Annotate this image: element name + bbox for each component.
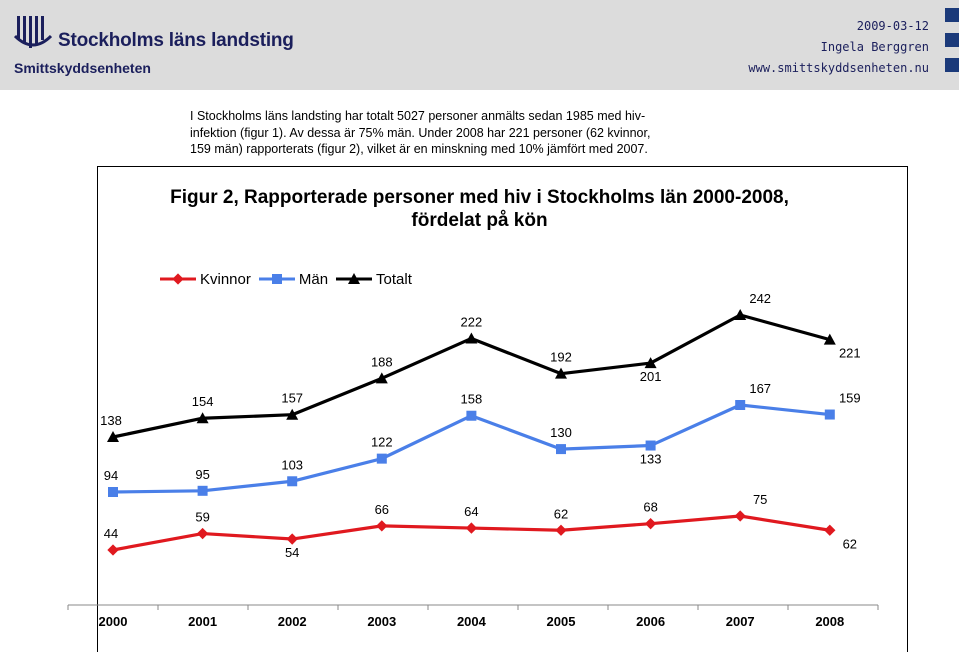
data-label: 44 [103, 526, 119, 541]
data-label: 157 [281, 390, 304, 406]
data-label: 62 [842, 536, 858, 552]
x-tick-label: 2008 [815, 614, 845, 629]
data-point-marker [825, 410, 835, 420]
data-point-marker [646, 441, 656, 451]
legend-label-man: Män [298, 270, 329, 288]
data-label: 64 [464, 504, 479, 520]
data-point-marker [465, 332, 477, 343]
data-label: 130 [550, 425, 572, 441]
data-point-marker [197, 528, 208, 539]
intro-line: infektion (figur 1). Av dessa är 75% män. Under 2008 har 221 personer (62 kvinnor, [190, 125, 651, 140]
x-tick-label: 2002 [277, 614, 307, 629]
chart-title-line: fördelat på kön [411, 210, 548, 231]
data-label: 66 [374, 501, 390, 517]
data-label: 222 [460, 314, 483, 330]
data-point-marker [376, 520, 387, 531]
data-label: 221 [838, 345, 861, 361]
legend-label-totalt: Totalt [376, 270, 412, 288]
data-point-marker [466, 522, 477, 533]
data-label: 154 [191, 394, 214, 410]
x-tick-label: 2001 [188, 614, 218, 629]
x-tick-label: 2003 [367, 614, 397, 629]
data-point-marker [556, 444, 566, 454]
x-tick-label: 2007 [725, 614, 755, 629]
data-point-marker [735, 510, 746, 521]
data-label: 59 [195, 509, 210, 525]
data-point-marker [287, 533, 298, 544]
intro-line: 159 män) rapporterats (figur 2), vilket är en minskning med 10% jämfört med 2007. [190, 142, 648, 156]
data-point-marker [824, 525, 835, 536]
data-label: 75 [752, 492, 768, 507]
data-label: 95 [195, 466, 210, 482]
x-tick-label: 2005 [546, 614, 576, 629]
data-label: 242 [749, 291, 772, 306]
data-point-marker [198, 486, 208, 496]
data-label: 54 [284, 545, 300, 561]
data-label: 68 [643, 499, 658, 515]
data-label: 167 [749, 381, 772, 396]
data-label: 192 [550, 349, 572, 365]
unit-name: Smittskyddsenheten [14, 60, 151, 76]
x-tick-label: 2000 [98, 614, 128, 629]
author-name: Ingela Berggren [820, 40, 929, 54]
data-point-marker [735, 400, 745, 410]
x-tick-label: 2006 [636, 614, 666, 629]
report-date: 2009-03-12 [856, 19, 929, 33]
data-point-marker [466, 411, 476, 421]
data-label: 122 [370, 434, 393, 450]
chart-title-line: Figur 2, Rapporterade personer med hiv i Stockholms län 2000-2008, [170, 187, 789, 208]
x-tick-label: 2004 [456, 614, 486, 629]
data-label: 62 [553, 506, 569, 522]
data-label: 138 [100, 413, 122, 428]
data-point-marker [108, 487, 118, 497]
data-point-marker [377, 454, 387, 464]
data-label: 158 [460, 391, 483, 407]
data-point-marker [645, 518, 656, 529]
legend-label-kvinnor: Kvinnor [200, 270, 251, 288]
data-point-marker [555, 525, 566, 536]
data-label: 133 [639, 451, 662, 467]
data-label: 103 [281, 457, 304, 473]
data-label: 94 [103, 468, 119, 483]
data-point-marker [287, 476, 297, 486]
intro-line: I Stockholms läns landsting har totalt 5027 personer anmälts sedan 1985 med hiv- [190, 109, 646, 123]
org-name: Stockholms läns landsting [58, 30, 294, 51]
data-label: 188 [370, 354, 393, 370]
data-label: 201 [639, 369, 662, 385]
data-point-marker [107, 544, 118, 555]
website-url[interactable]: www.smittskyddsenheten.nu [748, 61, 929, 75]
data-label: 159 [838, 390, 861, 406]
